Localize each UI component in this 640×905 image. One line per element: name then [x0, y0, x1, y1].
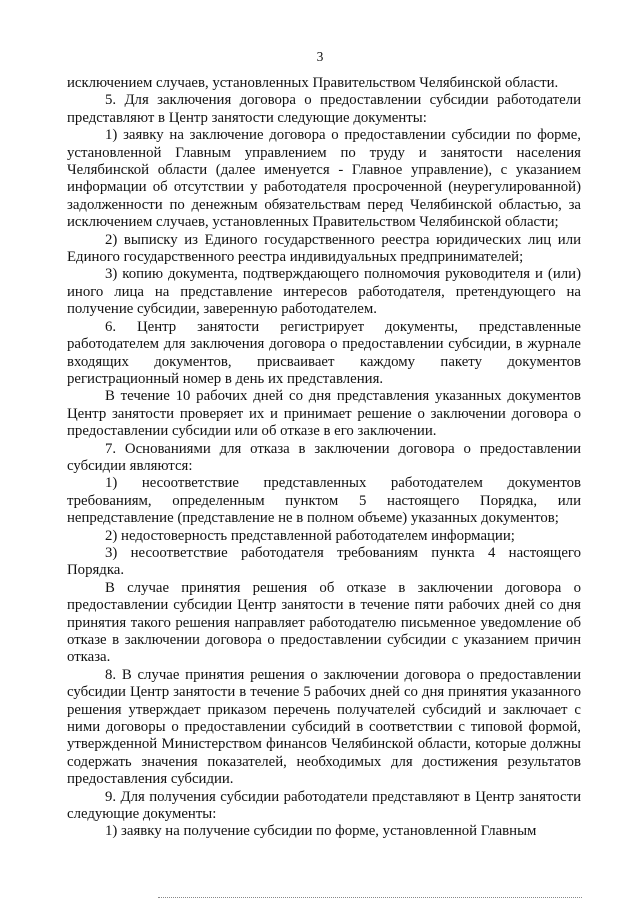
footer-divider — [158, 897, 582, 898]
paragraph-6-review: В течение 10 рабочих дней со дня представления указанных документов Центр занятости проверяет их и принимает решение о заключении договора о предоставлении субсидии или об отказе в его заключении. — [67, 388, 581, 440]
paragraph-item-8: 8. В случае принятия решения о заключении договора о предоставлении субсидии Центр занятости в течение 5 рабочих дней со дня принятия указанного решения утверждает приказом перечень получателей субсидий и заключает с ними договоры о предоставлении субсидий в соответствии с типовой формой, утвержденной Министерством финансов Челябинской области, которые должны содержать значения показателей, необходимых для достижения результатов предоставления субсидии. — [67, 666, 581, 788]
paragraph-7-3: 3) несоответствие работодателя требованиям пункта 4 настоящего Порядка. — [67, 544, 581, 579]
paragraph-7-2: 2) недостоверность представленной работодателем информации; — [105, 527, 515, 544]
document-body — [67, 75, 581, 841]
paragraph-continuation: исключением случаев, установленных Правительством Челябинской области. — [67, 75, 559, 91]
paragraph-5-1: 1) заявку на заключение договора о предоставлении субсидии по форме, установленной Главным управлением по труду и занятости населения Челябинской области (далее именуется - Главное управление), с указанием информации об отсутствии у работодателя просроченной (неурегулированной) задолженности по денежным обязательствам перед Челябинской областью, за исключением случаев, установленных Правительством Челябинской области; — [67, 127, 581, 231]
paragraph-9-1: 1) заявку на получение субсидии по форме, установленной Главным — [105, 823, 537, 840]
paragraph-item-6: 6. Центр занятости регистрирует документы, представленные работодателем для заключения договора о предоставлении субсидии, в журнале входящих документов, присваивает каждому пакету документов регистрационный номер в день их представления. — [67, 318, 581, 387]
paragraph-5-3: 3) копию документа, подтверждающего полномочия руководителя и (или) иного лица на представление интересов работодателя, претендующего на получение субсидии, заверенную работодателем. — [67, 266, 581, 318]
paragraph-7-1: 1) несоответствие представленных работодателем документов требованиям, определенным пунктом 5 настоящего Порядка, или непредставление (представление не в полном объеме) указанных документов; — [67, 475, 581, 527]
paragraph-5-2: 2) выписку из Единого государственного реестра юридических лиц или Единого государственного реестра индивидуальных предпринимателей; — [67, 231, 581, 266]
paragraph-item-9: 9. Для получения субсидии работодатели представляют в Центр занятости следующие документы: — [67, 788, 581, 823]
paragraph-item-5: 5. Для заключения договора о предоставлении субсидии работодатели представляют в Центр занятости следующие документы: — [67, 92, 581, 126]
paragraph-7-refusal: В случае принятия решения об отказе в заключении договора о предоставлении субсидии Центр занятости в течение пяти рабочих дней со дня принятия такого решения направляет работодателю письменное уведомление об отказе в заключении договора о предоставлении субсидии с указанием причин отказа. — [67, 579, 581, 666]
paragraph-item-7: 7. Основаниями для отказа в заключении договора о предоставлении субсидии являются: — [67, 440, 581, 474]
page-number: 3 — [316, 49, 324, 64]
